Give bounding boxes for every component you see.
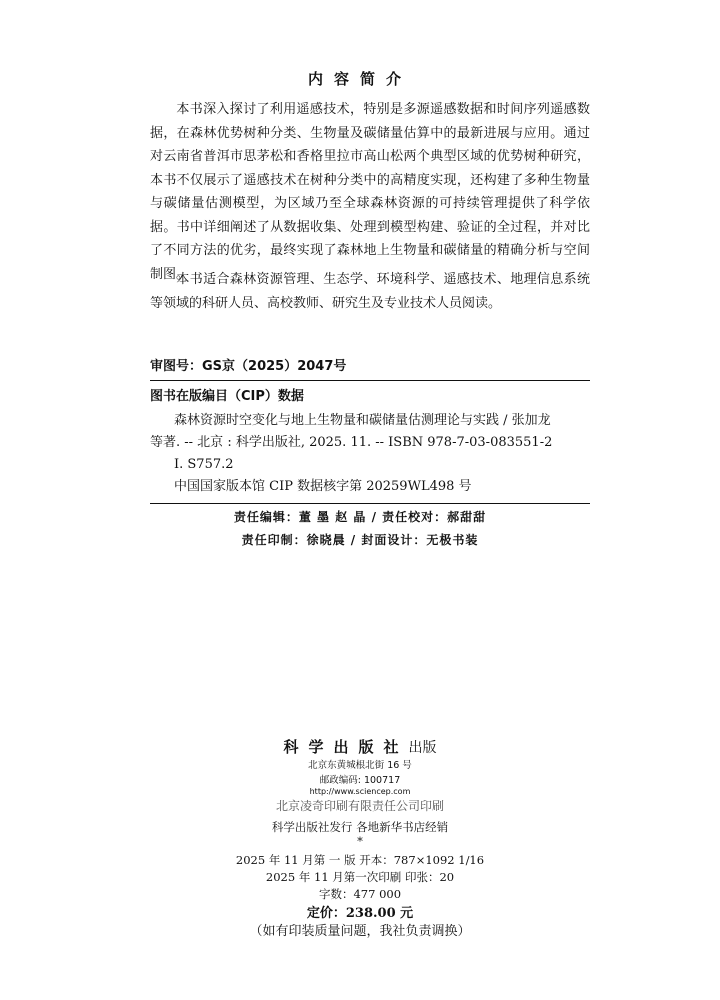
page-title: 内容简介 [307, 70, 412, 88]
publisher-website: http://www.sciencep.com [309, 787, 411, 796]
cip-bottom-rule [150, 503, 590, 504]
summary-paragraph-1-text: 本书深入探讨了利用遥感技术，特别是多源遥感数据和时间序列遥感数据，在森林优势树种分类、生物量及碳储量估算中的最新进展与应用。通过对云南省普洱市思茅松和香格里拉市高山松两个典型区域的优势树种研究，本书不仅展示了遥感技术在树种分类中的高精度实现，还构建了多种生物量与碳储量估测模型，为区域乃至全球森林资源的可持续管理提供了科学依据。书中详细阐述了从数据收集、处理到模型构建、验证的全过程，并对比了不同方法的优劣，最终实现了森林地上生物量和碳储量的精确分析与空间制图。 [150, 102, 590, 282]
word-count: 字数：477 000 [318, 887, 402, 901]
publisher-name [0, 736, 720, 757]
publisher-address: 北京东黄城根北街 16 号 [308, 760, 412, 771]
publisher-logo-text: 科学出版社 [283, 738, 409, 756]
summary-paragraph-1 [150, 98, 590, 286]
map-review-number: 审图号：GS京（2025）2047号 [150, 359, 347, 374]
cip-top-rule [150, 380, 590, 381]
quality-notice: （如有印装质量问题，我社负责调换） [249, 924, 471, 939]
separator-star: * [357, 834, 363, 848]
cip-line-4: 中国国家版本馆 CIP 数据核字第 20259WL498 号 [174, 479, 472, 494]
cip-heading: 图书在版编目（CIP）数据 [150, 389, 304, 404]
price: 定价：238.00 元 [306, 906, 414, 921]
printer-name: 北京凌奇印刷有限责任公司印刷 [275, 799, 444, 813]
summary-paragraph-2-text: 本书适合森林资源管理、生态学、环境科学、遥感技术、地理信息系统等领域的科研人员、高校教师、研究生及专业技术人员阅读。 [150, 272, 590, 311]
editors-line: 责任编辑：董 墨 赵 晶 / 责任校对：郝甜甜 [233, 510, 487, 524]
cip-line-2: 等著. -- 北京 : 科学出版社, 2025. 11. -- ISBN 978-7-03-083551-2 [150, 435, 553, 450]
summary-paragraph-2 [150, 268, 590, 315]
publisher-suffix: 出版 [408, 740, 437, 756]
edition-line: 2025 年 11 月第 一 版 开本：787×1092 1/16 [235, 853, 485, 867]
printing-design-line: 责任印制：徐晓晨 / 封面设计：无极书装 [241, 533, 479, 547]
cip-line-3: Ⅰ. S757.2 [174, 457, 234, 472]
printing-line: 2025 年 11 月第一次印刷 印张：20 [265, 870, 455, 884]
distribution-line: 科学出版社发行 各地新华书店经销 [271, 820, 449, 834]
cip-line-1: 森林资源时空变化与地上生物量和碳储量估测理论与实践 / 张加龙 [174, 413, 551, 428]
publisher-postcode: 邮政编码: 100717 [319, 775, 401, 786]
